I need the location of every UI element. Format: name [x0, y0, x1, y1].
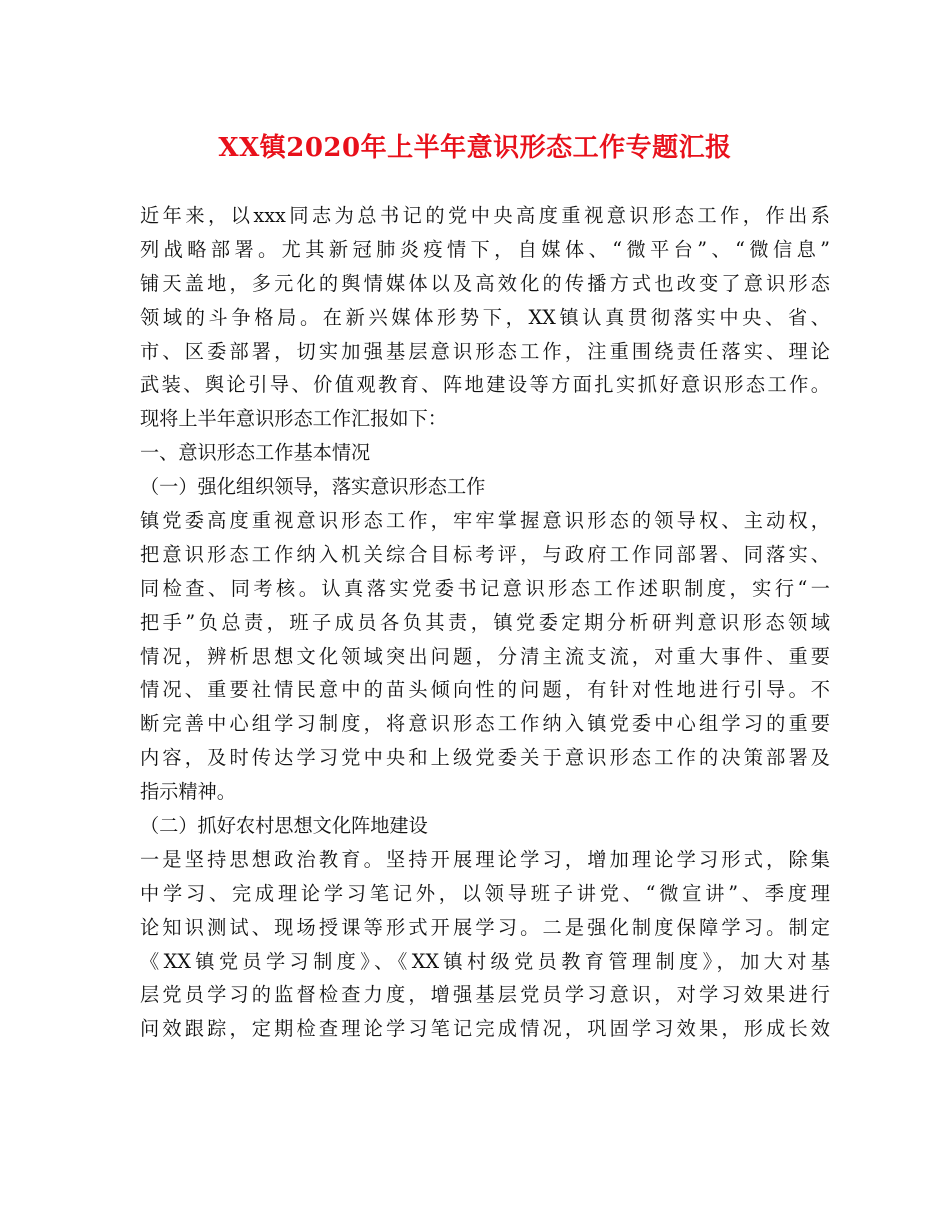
body-line: 情况、重要社情民意中的苗头倾向性的问题，有针对性地进行引导。不	[140, 678, 830, 702]
body-line: 断完善中心组学习制度，将意识形态工作纳入镇党委中心组学习的重要	[140, 712, 830, 736]
body-line: 现将上半年意识形态工作汇报如下：	[140, 407, 447, 431]
body-line: 一、意识形态工作基本情况	[140, 441, 371, 465]
body-line: 把意识形态工作纳入机关综合目标考评，与政府工作同部署、同落实、	[140, 542, 830, 566]
body-line: 镇党委高度重视意识形态工作，牢牢掌握意识形态的领导权、主动权，	[140, 509, 830, 533]
body-line: 问效跟踪，定期检查理论学习笔记完成情况，巩固学习效果，形成长效	[140, 1017, 830, 1041]
body-line: 同检查、同考核。认真落实党委书记意识形态工作述职制度，实行“一	[140, 576, 830, 600]
body-line: 层党员学习的监督检查力度，增强基层党员学习意识，对学习效果进行	[140, 983, 830, 1007]
document-body	[140, 199, 830, 1046]
body-line: 一是坚持思想政治教育。坚持开展理论学习，增加理论学习形式，除集	[140, 847, 830, 871]
body-line: 铺天盖地，多元化的舆情媒体以及高效化的传播方式也改变了意识形态	[140, 271, 830, 295]
document-title: XX镇2020年上半年意识形态工作专题汇报	[218, 133, 732, 163]
body-line: 列战略部署。尤其新冠肺炎疫情下，自媒体、“微平台”、“微信息”	[140, 237, 830, 261]
body-line: （一）强化组织领导，落实意识形态工作	[140, 475, 486, 499]
body-line: 把手”负总责，班子成员各负其责，镇党委定期分析研判意识形态领域	[140, 610, 830, 634]
body-line: 武装、舆论引导、价值观教育、阵地建设等方面扎实抓好意识形态工作。	[140, 373, 830, 397]
body-line: 中学习、完成理论学习笔记外，以领导班子讲党、“微宣讲”、季度理	[140, 881, 830, 905]
body-line: 论知识测试、现场授课等形式开展学习。二是强化制度保障学习。制定	[140, 915, 830, 939]
body-line: 领域的斗争格局。在新兴媒体形势下，XX镇认真贯彻落实中央、省、	[140, 305, 830, 329]
body-line: 市、区委部署，切实加强基层意识形态工作，注重围绕责任落实、理论	[140, 339, 830, 363]
body-line: 近年来，以xxx同志为总书记的党中央高度重视意识形态工作，作出系	[140, 204, 830, 227]
body-line: 《XX镇党员学习制度》、《XX镇村级党员教育管理制度》，加大对基	[140, 949, 830, 973]
body-line: 内容，及时传达学习党中央和上级党委关于意识形态工作的决策部署及	[140, 746, 830, 770]
body-line: （二）抓好农村思想文化阵地建设	[140, 814, 428, 838]
body-line: 情况，辨析思想文化领域突出问题，分清主流支流，对重大事件、重要	[140, 644, 830, 668]
body-line: 指示精神。	[140, 780, 236, 804]
